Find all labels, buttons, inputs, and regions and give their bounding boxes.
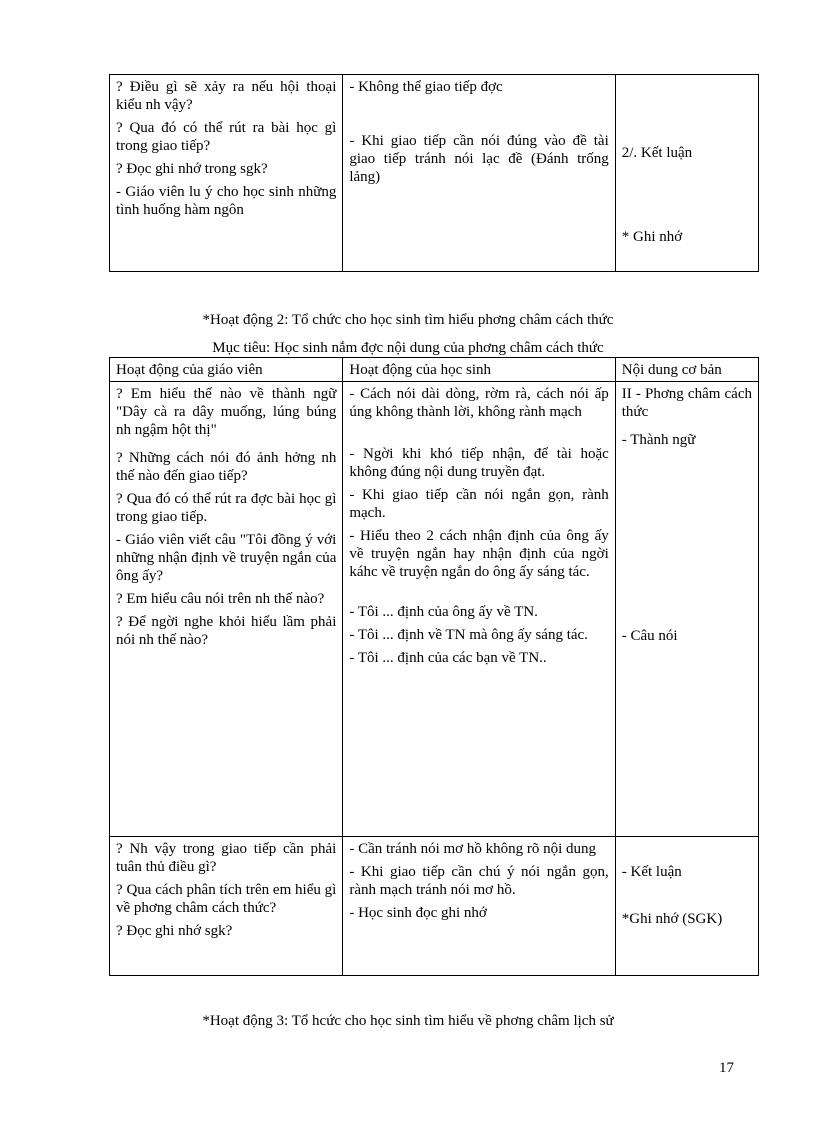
cell-text: - Tôi ... định về TN mà ông ấy sáng tác.: [349, 627, 588, 643]
cell-text: ? Đọc ghi nhớ sgk?: [116, 923, 233, 939]
cell-text: ? Nh vậy trong giao tiếp cần phải tuân thủ điều gì?: [116, 841, 337, 875]
cell-text: - Khi giao tiếp cần chú ý nói ngắn gọn, rành mạch tránh nói mơ hồ.: [349, 864, 609, 898]
column-header: Nội dung cơ bản: [615, 358, 758, 382]
table-cell-teacher: [110, 382, 343, 837]
cell-text: - Kết luận: [621, 864, 682, 880]
activity-3-heading: *Hoạt động 3: Tổ hcức cho học sinh tìm hiểu về phơng châm lịch sử: [202, 1013, 614, 1029]
cell-text: - Cần tránh nói mơ hồ không rõ nội dung: [349, 841, 597, 857]
cell-text: ? Em hiểu câu nói trên nh thế nào?: [116, 591, 325, 607]
table-cell-student: [343, 75, 615, 272]
table-cell-content: [615, 837, 758, 976]
table-cell-content: [615, 382, 758, 837]
cell-text: - Ngời khi khó tiếp nhận, để tài hoặc không đúng nội dung truyền đạt.: [349, 446, 609, 480]
cell-text: - Học sinh đọc ghi nhớ: [349, 905, 487, 921]
table-cell-teacher: [110, 75, 343, 272]
table-header-row: [110, 358, 759, 382]
cell-text: *Ghi nhớ (SGK): [621, 911, 723, 927]
cell-text: ? Điều gì sẽ xảy ra nếu hội thoại kiểu nh vậy?: [116, 79, 337, 113]
table-row: [110, 75, 759, 272]
table-activity-2: [109, 357, 759, 976]
table-cell-content: [615, 75, 758, 272]
activity-2-heading: *Hoạt động 2: Tổ chức cho học sinh tìm hiểu phơng châm cách thức: [202, 312, 614, 328]
table-row: [110, 837, 759, 976]
cell-text: * Ghi nhớ: [621, 229, 683, 245]
cell-text: - Cách nói dài dòng, rờm rà, cách nói ấp úng không thành lời, không rành mạch: [349, 386, 609, 420]
column-header: Hoạt động của học sinh: [343, 358, 615, 382]
cell-text: - Hiểu theo 2 cách nhận định của ông ấy về truyện ngắn hay nhận định của ngời káhc về truyện ngắn do ông ấy sáng tác.: [349, 528, 609, 580]
cell-text: - Khi giao tiếp cần nói ngắn gọn, rành mạch.: [349, 487, 609, 521]
cell-text: - Giáo viên lu ý cho học sinh những tình huống hàm ngôn: [116, 184, 337, 218]
cell-text: ? Qua đó có thể rút ra bài học gì trong giao tiếp?: [116, 120, 337, 154]
page-number: 17: [719, 1060, 734, 1076]
cell-text: ? Qua cách phân tích trên em hiểu gì về phơng châm cách thức?: [116, 882, 337, 916]
cell-text: - Thành ngữ: [621, 432, 696, 448]
cell-text: - Tôi ... định của các bạn về TN..: [349, 650, 547, 666]
table-row: [110, 382, 759, 837]
cell-text: 2/. Kết luận: [621, 145, 693, 161]
cell-text: - Tôi ... định của ông ấy về TN.: [349, 604, 538, 620]
cell-text: II - Phơng châm cách thức: [621, 386, 752, 420]
column-header: Hoạt động của giáo viên: [110, 358, 343, 382]
table-cell-teacher: [110, 837, 343, 976]
cell-text: - Không thể giao tiếp đợc: [349, 79, 503, 95]
cell-text: ? Đọc ghi nhớ trong sgk?: [116, 161, 268, 177]
cell-text: ? Để ngời nghe khỏi hiểu lầm phải nói nh thế nào?: [116, 614, 337, 648]
cell-text: ? Em hiểu thế nào về thành ngữ "Dây cà ra dây muống, lúng búng nh ngậm hột thị": [116, 386, 337, 438]
cell-text: ? Những cách nói đó ảnh hởng nh thế nào đến giao tiếp?: [116, 450, 337, 484]
table-cell-student: [343, 837, 615, 976]
cell-text: - Câu nói: [621, 628, 678, 644]
cell-text: - Giáo viên viết câu "Tôi đồng ý với những nhận định về truyện ngắn của ông ấy?: [116, 532, 337, 584]
table-cell-student: [343, 382, 615, 837]
activity-2-objective: Mục tiêu: Học sinh nắm đợc nội dung của phơng châm cách thức: [212, 340, 604, 356]
cell-text: - Khi giao tiếp cần nói đúng vào đề tài giao tiếp tránh nói lạc đề (Đánh trống lảng): [349, 133, 609, 185]
table-activity-1: [109, 74, 759, 272]
cell-text: ? Qua đó có thể rút ra đợc bài học gì trong giao tiếp.: [116, 491, 337, 525]
